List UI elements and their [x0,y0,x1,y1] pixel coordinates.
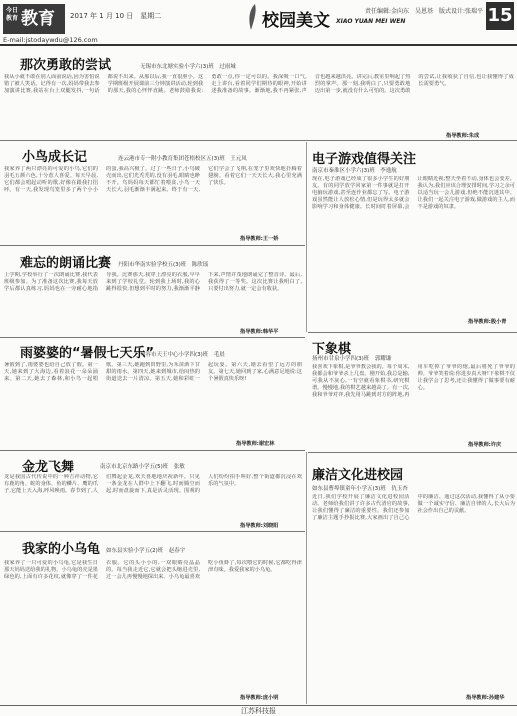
article-body: 暑假到了,雨婆婆也给自己放了假。第一天,她来到了大海边,看着浪花一朵朵涌来。第二天,她去了森林,和小鸟一起唱歌。第三天,她跑到田野里,为禾苗洒下甘甜的雨水。第四天,她来到城市,给闷热的街道送去一片清凉。第五天,她和彩虹一起玩耍。第六天,她去看望了远方的朋友。第七天,她回到了家,心满意足地说:这个暑假真快乐呀! [4,362,302,382]
page-number: 15 [486,2,514,30]
column-title-en: XIAO YUAN MEI WEN [336,18,406,25]
article-byline: 南京市秦淮区小学六(3)班 李逸航 [312,168,397,174]
article-title: 我家的小乌龟 [22,542,101,557]
article-title: 难忘的朗诵比赛 [20,256,112,271]
article-body: 我喜欢下象棋,是爷爷教会我的。每个周末,我都会和爷爷杀上几盘。刚开始,我总是输,可我从不灰心,一有空就看象棋书,研究棋谱。慢慢地,我的棋艺越来越高了。有一次,我和爷爷对弈,我先用马跳到对方的阵地,再用车吃掉了爷爷的炮,最后将死了爷爷的帅。爷爷笑着说:你进步真大呀!下象棋不仅让我学会了思考,还让我懂得了做事要有耐心。 [312,364,515,398]
divider [0,450,305,451]
article-byline: 句容市天王中心小学四(3)班 毛晨 [140,352,225,358]
article-byline: 丹阳市华南实验学校五(3)班 陈欣瑶 [118,262,209,268]
article-byline: 无锡市东北塘实验小学六(3)班 过雨城 [140,64,236,70]
article-body: 我家养了一只可爱的小乌龟,它是我生日那天妈妈送给我的礼物。小乌龟的壳是墨绿色的,上面有许多花纹,就像穿了一件花衣服。它的头小小的,一双眼睛亮晶晶的。每当我走近它,它就会把头缩进壳里,过一会儿再慢慢地探出来。小乌龟最喜欢吃小鱼虾了,每次喂它的时候,它都吃得津津有味。我爱我家的小乌龟。 [4,560,302,580]
article-golden-dragon [0,452,305,530]
contact-email: E-mail:jstodaywdu@126.com [3,36,98,44]
divider [0,140,517,141]
article-byline: 连云港市专一附小教育集团苍梧校区五(3)班 王元凤 [118,156,247,162]
article-title: 廉洁文化进校园 [312,468,404,483]
article-title: 那次勇敢的尝试 [20,58,112,73]
article-title: 电子游戏值得关注 [312,152,417,167]
article-grandma-rain [0,338,305,448]
article-body: 近日,我们学校开展了廉洁文化进校园活动。老师给我们讲了许多古代清官的故事,让我们懂得了廉洁的重要性。我们还参加了廉洁主题手抄报比赛,大家画出了自己心中的廉洁。通过这次活动,我懂得了从小要做一个诚实守信、廉洁自律的人,长大后为社会作出自己的贡献。 [312,494,515,521]
issue-date: 2017 年 1 月 10 日 星期二 [70,12,162,20]
column-title: 校园美文 [262,11,330,31]
article-teacher: 指导教师:朱成 [446,133,480,139]
article-body: 我家养了两只漂亮的可爱的小鸟,它们的羽毛五颜六色,十分惹人喜爱。每天早晨,它们都会唱起动听的歌,好像在跟我打招呼。有一天,我发现鸟笼里多了两个小小的蛋,我高兴极了。过了一些日子,小鸟破壳而出,它们光秃秃的,没有羽毛,眼睛也睁不开。鸟妈妈每天都忙着喂食,小鸟一天天长大,羽毛渐渐丰满起来。终于有一天,它们学会了飞翔,在笼子里欢快地扑腾着翅膀。看着它们一天天长大,我心里充满了快乐。 [4,166,302,193]
article-brave-attempt [0,48,517,140]
article-chess [308,334,517,450]
article-integrity-culture [308,454,517,704]
article-teacher: 指导教师:刘晓阳 [240,523,279,529]
article-byline: 如东县实验小学五(2)班 赵春宇 [106,548,186,554]
editor-credits: 责任编辑:金向东 吴恩基 版式设计:张瑞平 [365,8,484,15]
logo-main-text: 教育 [21,9,55,29]
article-body: 现在,电子游戏已经成了很多小学生的好朋友。有的同学放学回家第一件事就是打开电脑玩游戏,甚至连作业都忘了写。电子游戏虽然能让人放松心情,但是玩得太多就会影响学习和身体健康。长时间盯着屏幕,会让眼睛近视;整天坐着不动,身体也会变差。我认为,我们应该合理安排时间,学习之余可以适当玩一会儿游戏,但绝不能沉迷其中。让我们一起关注电子游戏,做游戏的主人,而不是游戏的奴隶。 [312,176,515,210]
article-little-turtle [0,532,305,704]
article-teacher: 指导教师:谢宏林 [236,441,275,447]
page-footer: 江苏科技报 [0,705,517,716]
article-body: 我从小就不敢在别人面前说话,因为害怕说错了被人笑话。记得有一次,妈妈带我去参加演讲比赛,我站在台上双腿发抖,一句话都说不出来。从那以后,我一直很胆小。这学期班级开展课前三分钟演讲活动,轮到我的那天,我的心怦怦直跳。老师鼓励我说:勇敢一点,你一定可以的。我深吸一口气,走上讲台,看着同学们期待的眼神,开始讲述我准备的故事。渐渐地,我不再紧张,声音也越来越洪亮。讲完后,教室里响起了热烈的掌声。那一刻,我明白了,只要勇敢地迈出第一步,就没有什么可怕的。这次勇敢的尝试,让我收获了自信,也让我懂得了成长需要勇气。 [4,74,514,94]
article-body: 龙是我国古代传说中的一种吉祥动物,它有鹿的角、蛇的身体、鱼的鳞片、鹰的爪子,它能上天入海,呼风唤雨。春节到了,人们舞起金龙,欢天喜地地庆祝新年。只见一条金龙在人群中上下翻飞,时而腾空而起,时而盘旋而下,真是活灵活现。围观的人们纷纷拍手叫好,整个街道都沉浸在欢乐的气氛中。 [4,474,302,494]
page-header [0,0,517,46]
newspaper-logo [3,4,65,34]
article-teacher: 指导教师:殷小青 [468,319,507,325]
article-teacher: 指导教师:王一娇 [240,236,279,242]
article-recitation [0,246,305,336]
article-byline: 如东县曹埠镇童年小学五(3)班 仇玉杏 [312,486,408,492]
logo-small-text: 今日教育 [6,7,19,22]
column-divider [306,142,307,332]
article-byline: 扬州市甘泉小学四(3)班 郭耀谦 [312,356,392,362]
article-bird-growth [0,142,305,244]
article-teacher: 指导教师:庞小明 [240,695,279,701]
article-body: 上学期,学校举行了一次朗诵比赛,我代表班级参加。为了准备这次比赛,我每天放学后都认真练习,妈妈也在一旁耐心地指导我。比赛那天,我穿上漂亮的衣服,早早来到了学校礼堂。轮到我上场时,我的心跳得很快,但想到平时的努力,我渐渐平静下来,声情并茂地朗诵完了整首诗。最后,我获得了一等奖。这次比赛让我明白了,只要付出努力,就一定会有收获。 [4,272,302,292]
divider [308,332,517,333]
column-divider [306,452,307,704]
article-title: 下象棋 [312,342,352,357]
article-byline: 南京市北京东路小学五(5)班 张敏 [100,464,185,470]
quill-icon [245,2,259,32]
article-video-games [308,142,517,328]
article-title: 金龙飞舞 [22,460,75,475]
article-teacher: 指导教师:孙建华 [466,695,505,701]
divider [308,452,517,453]
article-teacher: 指导教师:韩华平 [240,329,279,335]
article-teacher: 指导教师:许庆 [468,442,502,448]
article-title: 小鸟成长记 [22,150,88,165]
article-title: 雨婆婆的“暑假七天乐” [20,346,155,361]
